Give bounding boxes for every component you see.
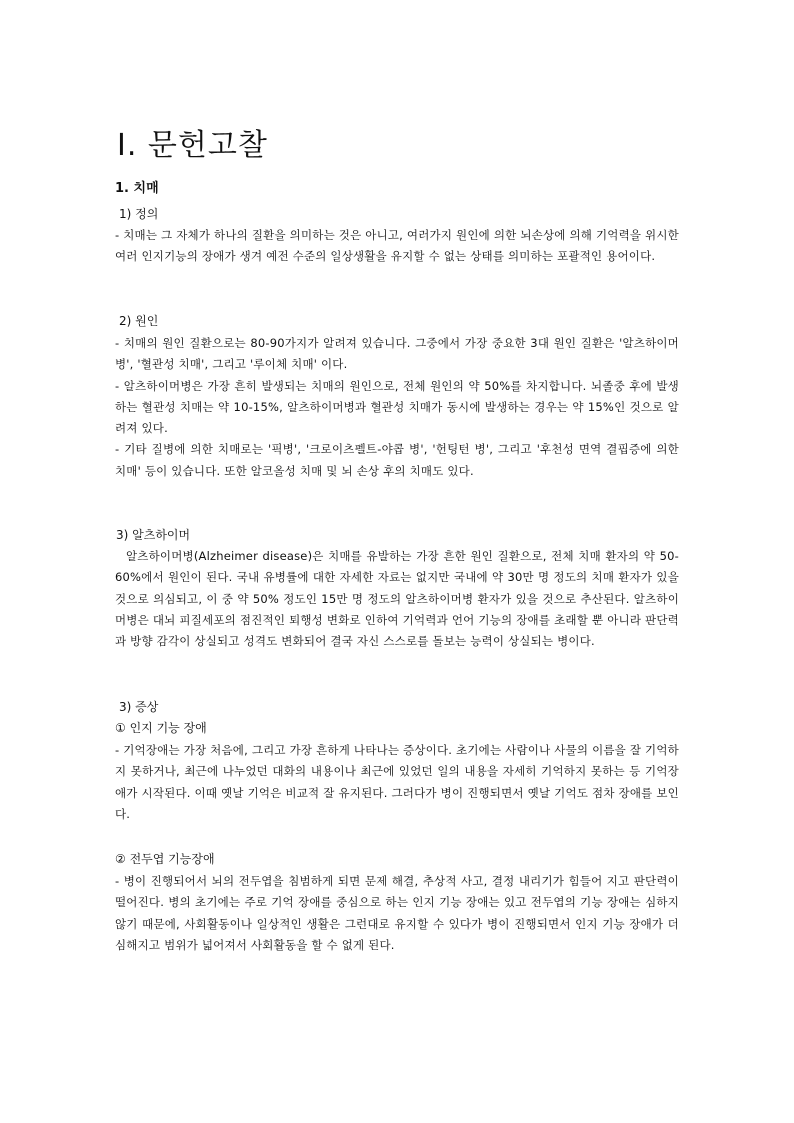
cause-paragraph [115, 333, 679, 482]
symptom-frontal-paragraph [115, 871, 679, 956]
section-heading-dementia: 1. 치매 [115, 181, 159, 196]
symptom-cognitive-heading: ① 인지 기능 장애 [115, 721, 207, 735]
page-title: Ⅰ. 문헌고찰 [117, 128, 268, 163]
alzheimer-text: 알츠하이머병(Alzheimer disease)은 치매를 유발하는 가장 흔한 원인 질환으로, 전체 치매 환자의 약 50-60%에서 원인이 된다. 국내 유병률에 대한 자세한 자료는 없지만 국내에 약 30만 명 정도의 치매 환자가 있을 것으로 의심되고, 이 중 약 50% 정도인 15만 명 정도의 알츠하이머병 환자가 있을 것으로 추산된다. 알츠하이머병은 대뇌 피질세포의 점진적인 퇴행성 변화로 인하여 기억력과 언어 기능의 장애를 초래할 뿐 아니라 판단력과 방향 감각이 상실되고 성격도 변화되어 결국 자신 스스로를 돌보는 능력이 상실되는 병이다. [115, 549, 679, 649]
subheading-cause: 2) 원인 [119, 314, 159, 328]
alzheimer-paragraph [115, 546, 679, 652]
symptom-cognitive-paragraph [115, 740, 679, 825]
cause-bullet: - 알츠하이머병은 가장 흔히 발생되는 치매의 원인으로, 전체 원인의 약 50%를 차지합니다. 뇌졸중 후에 발생하는 혈관성 치매는 약 10-15%, 알츠하이머병과 혈관성 치매가 동시에 발생하는 경우는 약 15%인 것으로 알려져 있다. [115, 378, 679, 436]
cause-bullet: - 치매의 원인 질환으로는 80-90가지가 알려져 있습니다. 그중에서 가장 중요한 3대 원인 질환은 '알츠하이머병', '혈관성 치매', 그리고 '루이체 치매' 이다. [115, 336, 679, 372]
definition-text: - 치매는 그 자체가 하나의 질환을 의미하는 것은 아니고, 여러가지 원인에 의한 뇌손상에 의해 기억력을 위시한 여러 인지기능의 장애가 생겨 예전 수준의 일상생활을 유지할 수 없는 상태를 의미하는 포괄적인 용어이다. [115, 228, 679, 264]
symptom-frontal-text: - 병이 진행되어서 뇌의 전두엽을 침범하게 되면 문제 해결, 추상적 사고, 결정 내리기가 힘들어 지고 판단력이 떨어진다. 병의 초기에는 주로 기억 장애를 중심으로 하는 인지 기능 장애는 있고 전두엽의 기능 장애는 심하지 않기 때문에, 사회활동이나 일상적인 생활은 그런대로 유지할 수 있다가 병이 진행되면서 인지 기능 장애가 더 심해지고 범위가 넓어져서 사회활동을 할 수 없게 된다. [115, 874, 679, 952]
symptom-cognitive-text: - 기억장애는 가장 처음에, 그리고 가장 흔하게 나타나는 증상이다. 초기에는 사람이나 사물의 이름을 잘 기억하지 못하거나, 최근에 나누었던 대화의 내용이나 최근에 있었던 일의 내용을 자세히 기억하지 못하는 등 기억장애가 시작된다. 이때 옛날 기억은 비교적 잘 유지된다. 그러다가 병이 진행되면서 옛날 기억도 점차 장애를 보인다. [115, 743, 679, 821]
subheading-alzheimer: 3) 알츠하이머 [116, 528, 191, 542]
subheading-symptom: 3) 증상 [119, 700, 159, 714]
symptom-frontal-heading: ② 전두엽 기능장애 [115, 852, 215, 866]
cause-bullet: - 기타 질병에 의한 치매로는 '픽병', '크로이츠펠트-야콥 병', '헌팅턴 병', 그리고 '후천성 면역 결핍증에 의한 치매' 등이 있습니다. 또한 알코올성 치매 및 뇌 손상 후의 치매도 있다. [115, 442, 679, 478]
subheading-definition: 1) 정의 [119, 207, 159, 221]
definition-paragraph [115, 225, 679, 268]
